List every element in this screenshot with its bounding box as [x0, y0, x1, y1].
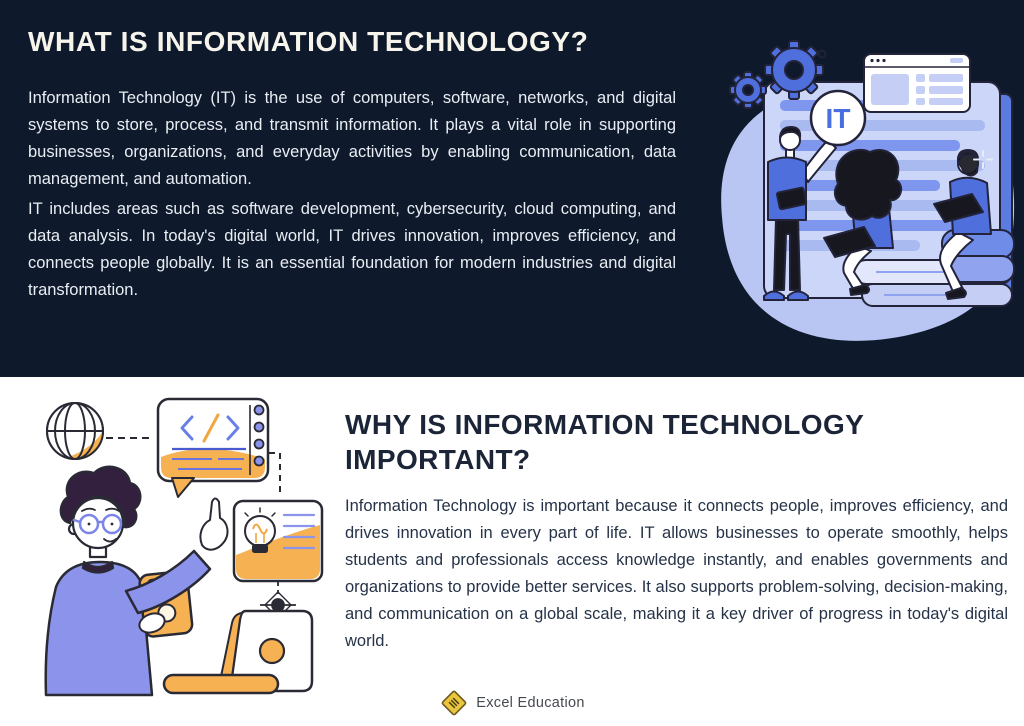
gear-icon-large: [765, 41, 823, 99]
it-team-illustration-svg: [706, 32, 1018, 348]
browser-window-icon: [864, 54, 970, 112]
it-team-illustration: [706, 32, 1018, 348]
top-title: WHAT IS INFORMATION TECHNOLOGY?: [28, 26, 589, 57]
brand-footer: [0, 688, 1024, 718]
pointing-hand-icon: [200, 499, 227, 550]
sweater: [46, 562, 152, 695]
top-paragraph-2: IT includes areas such as software development, cybersecurity, cloud computing, and data analysis. In today's digital world, IT drives innovation, improves efficiency, and connects people globally. It is an essential foundation for modern industries and digital transformation.: [28, 200, 676, 299]
code-window-icon: [158, 399, 268, 497]
brand-name: Excel Education: [476, 695, 585, 711]
learning-illustration-svg: [6, 383, 340, 713]
svg-text:IT: IT: [825, 103, 851, 134]
bottom-title: WHY IS INFORMATION TECHNOLOGY IMPORTANT?: [345, 409, 864, 475]
globe-icon: [47, 403, 103, 459]
dot-circle: [819, 51, 826, 58]
top-paragraph-1: Information Technology (IT) is the use of computers, software, networks, and digital systems to store, process, and transmit information. It plays a vital role in supporting businesses, organizations, and everyday activities by enabling communication, data management, and automation.: [28, 89, 676, 188]
learning-illustration: [6, 383, 340, 713]
it-badge: [811, 91, 865, 145]
excel-education-logo-icon: [439, 688, 469, 718]
gear-icon-small: [730, 72, 766, 108]
idea-card: [234, 501, 322, 581]
person-with-tablet: [46, 467, 228, 695]
why-important-section: [0, 377, 1024, 726]
dashed-connector-card: [269, 453, 280, 497]
bottom-paragraph: Information Technology is important because it connects people, improves efficiency, and drives innovation in every part of life. IT allows businesses to operate smoothly, helps students and professionals access knowledge instantly, and enables governments and organizations to provide better services. It also supports problem-solving, decision-making, and communication on a global scale, making it a key driver of progress in today's digital world.: [345, 497, 1008, 650]
